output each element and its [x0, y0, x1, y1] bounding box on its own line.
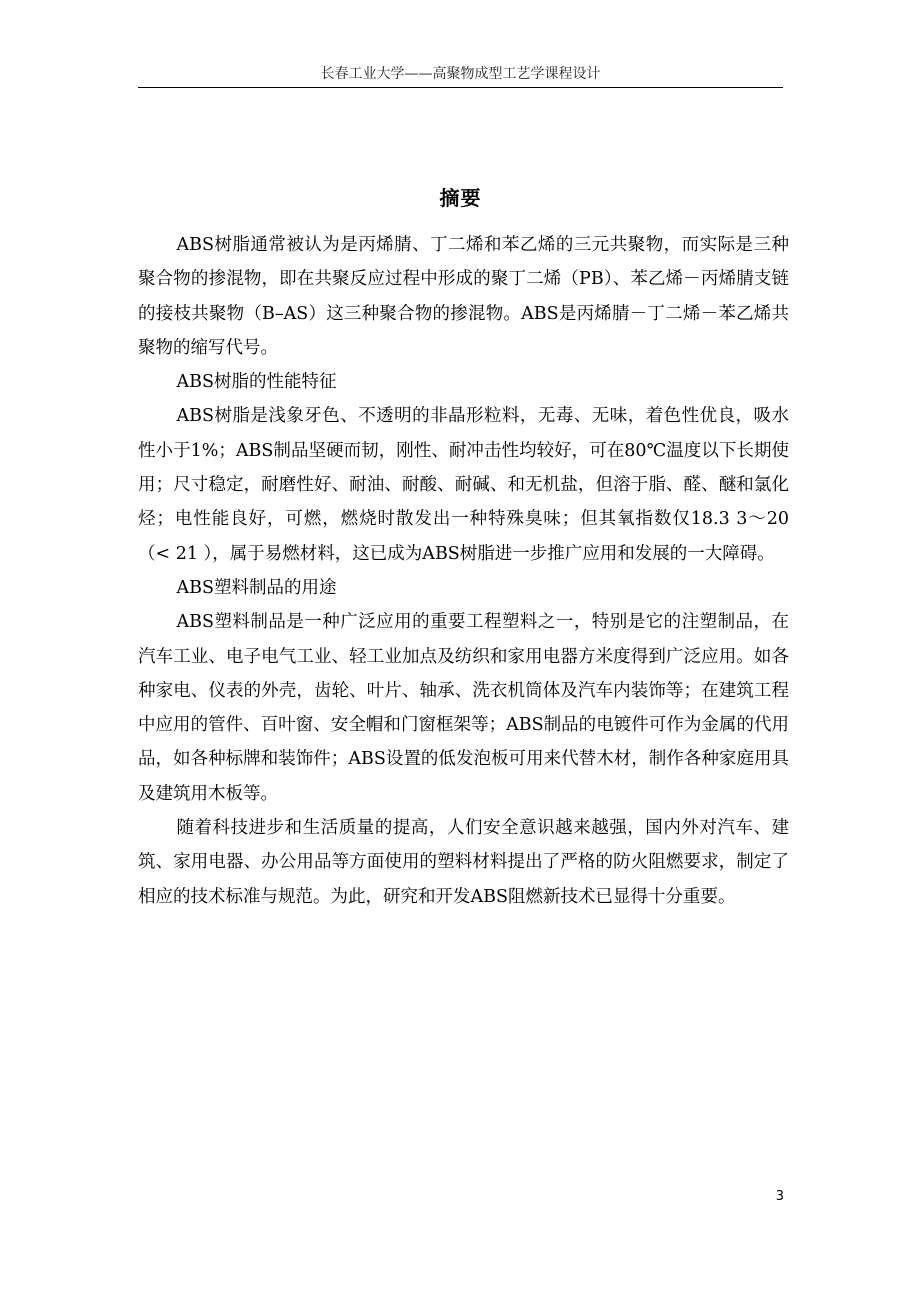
- paragraph-applications: ABS塑料制品是一种广泛应用的重要工程塑料之一，特别是它的注塑制品，在汽车工业、电子电气工业、轻工业加点及纺织和家用电器方米度得到广泛应用。如各种家电、仪表的外壳，齿轮、叶片、轴承、洗衣机筒体及汽车内装饰等；在建筑工程中应用的管件、百叶窗、安全帽和门窗框架等；ABS制品的电镀件可作为金属的代用品，如各种标牌和装饰件；ABS设置的低发泡板可用来代替木材，制作各种家庭用具及建筑用木板等。: [138, 612, 789, 804]
- paragraph-abs-definition: ABS树脂通常被认为是丙烯腈、丁二烯和苯乙烯的三元共聚物，而实际是三种聚合物的掺混物，即在共聚反应过程中形成的聚丁二烯（PB）、苯乙烯－丙烯腈支链的接枝共聚物（B–AS）这三种聚合物的掺混物。ABS是丙烯腈－丁二烯－苯乙烯共聚物的缩写代号。: [138, 235, 789, 358]
- paragraph-properties: ABS树脂是浅象牙色、不透明的非晶形粒料，无毒、无味，着色性优良，吸水性小于1%；ABS制品坚硬而韧，刚性、耐冲击性均较好，可在80℃温度以下长期使用；尺寸稳定，耐磨性好、耐油、耐酸、耐碱、和无机盐，但溶于脂、醛、醚和氯化烃；电性能良好，可燃，燃烧时散发出一种特殊臭味；但其氧指数仅18.3 3～20（< 21 ），属于易燃材料，这已成为ABS树脂进一步推广应用和发展的一大障碍。: [138, 406, 789, 564]
- page-number: 3: [775, 1189, 784, 1204]
- paragraph-flame-retardancy: 随着科技进步和生活质量的提高，人们安全意识越来越强，国内外对汽车、建筑、家用电器、办公用品等方面使用的塑料材料提出了严格的防火阻燃要求，制定了相应的技术标准与规范。为此，研究和开发ABS阻燃新技术已显得十分重要。: [138, 818, 789, 907]
- abstract-body: [138, 228, 789, 914]
- running-header: 长春工业大学——高聚物成型工艺学课程设计: [320, 66, 601, 82]
- header-divider: [138, 87, 783, 88]
- paragraph-heading-applications: ABS塑料制品的用途: [176, 577, 337, 598]
- paragraph-heading-properties: ABS树脂的性能特征: [176, 372, 337, 393]
- abstract-title: 摘要: [439, 186, 482, 211]
